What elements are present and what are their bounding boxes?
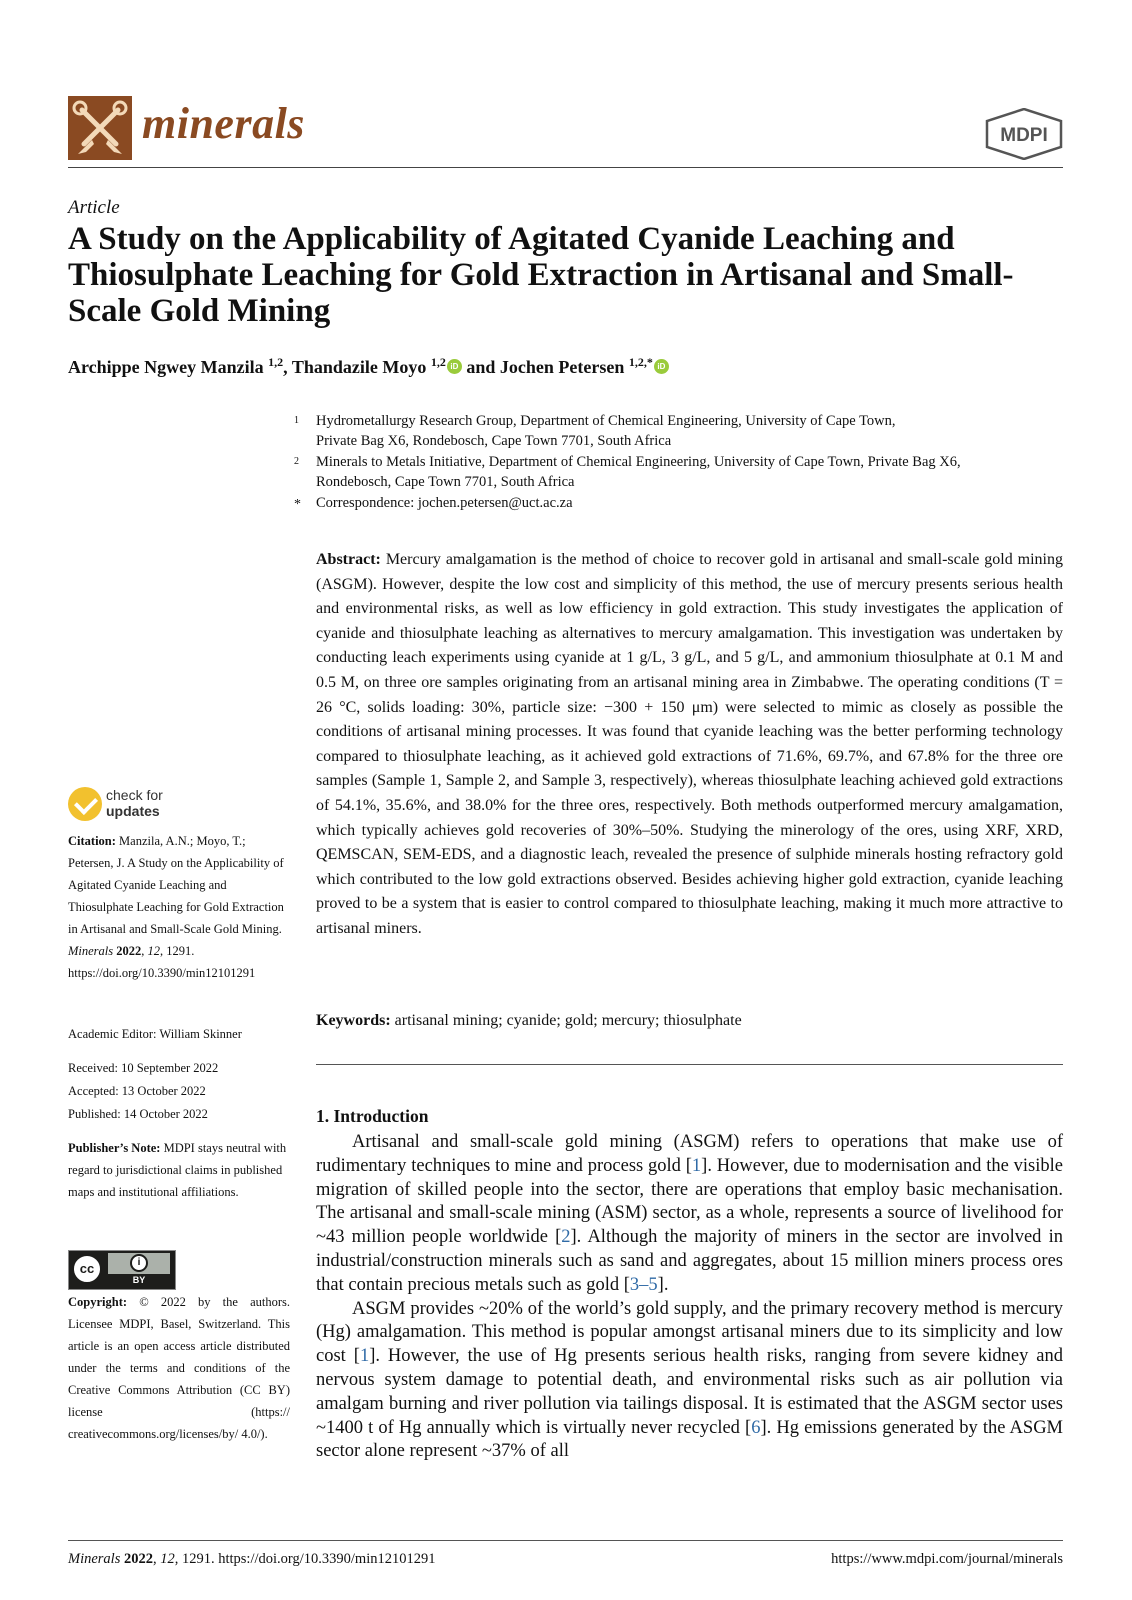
affiliation-line: Private Bag X6, Rondebosch, Cape Town 7701, South Africa bbox=[316, 433, 672, 449]
abstract bbox=[316, 548, 1063, 942]
footer-citation: Minerals 2022, 12, 1291. https://doi.org/10.3390/min12101291 bbox=[68, 1551, 436, 1567]
introduction-body bbox=[316, 1131, 1063, 1464]
author-separator: , bbox=[283, 357, 292, 377]
publisher-note-text: MDPI stays neutral with regard to jurisdictional claims in published maps and institutional affiliations. bbox=[68, 1141, 287, 1199]
keywords-text: artisanal mining; cyanide; gold; mercury; thiosulphate bbox=[394, 1012, 742, 1029]
crossed-shovels-icon bbox=[68, 96, 132, 160]
paragraph bbox=[316, 1131, 1063, 1298]
author-affiliation-sup: 1,2 bbox=[268, 355, 284, 369]
cc-icon: cc bbox=[72, 1254, 102, 1284]
header-rule bbox=[68, 167, 1063, 168]
cc-by-label: BY bbox=[108, 1274, 170, 1286]
affiliation bbox=[294, 452, 961, 492]
paragraph bbox=[316, 1298, 1063, 1465]
journal-name: minerals bbox=[142, 99, 305, 148]
affiliation-line: Minerals to Metals Initiative, Department of Chemical Engineering, University of Cape Town, Private Bag X6, bbox=[316, 454, 961, 470]
footer-journal: Minerals bbox=[68, 1551, 121, 1567]
text-run: ]. However, due to modernisation and the visible migration of skilled people into the sector, there are operations that employ basic mechanisation. The artisanal and small-scale mining (ASM) sector, as a whole, represents a source of livelihood for ~43 million people worldwide [ bbox=[316, 1155, 1063, 1248]
citation-link[interactable]: 1 bbox=[691, 1155, 702, 1176]
mdpi-logo-text: MDPI bbox=[1000, 125, 1048, 146]
citation-year: 2022 bbox=[116, 944, 142, 958]
author-name: Archippe Ngwey Manzila bbox=[68, 357, 264, 377]
publisher-note bbox=[68, 1137, 290, 1203]
article-title: A Study on the Applicability of Agitated Cyanide Leaching and Thiosulphate Leaching for Gold Extraction in Artisanal and Small-Scale Gold Mining bbox=[68, 221, 1014, 329]
affiliation-line: Hydrometallurgy Research Group, Department of Chemical Engineering, University of Cape Town, bbox=[316, 413, 896, 429]
abstract-text: Mercury amalgamation is the method of choice to recover gold in artisanal and small-scale gold mining (ASGM). However, despite the low cost and simplicity of this method, the use of mercury presents serious health and environmental risks, as well as low efficiency in gold extraction. This study investigates the application of cyanide and thiosulphate leaching as alternatives to mercury amalgamation. This investigation was undertaken by conducting leach experiments using cyanide at 1 g/L, 3 g/L, and 5 g/L, and ammonium thiosulphate at 0.1 M and 0.5 M, on three ore samples originating from an artisanal mining area in Zimbabwe. The operating conditions (T = 26 °C, solids loading: 30%, particle size: −300 + 150 μm) were selected to mimic as closely as possible the conditions of artisanal mining processes. It was found that cyanide leaching was the better performing technology compared to thiosulphate leaching, as it achieved gold extractions of 71.6%, 69.7%, and 67.8% for the three ore samples (Sample 1, Sample 2, and Sample 3, respectively), whereas thiosulphate leaching achieved gold extractions of 54.1%, 35.6%, and 38.0% for the three ores, respectively. Both methods outperformed mercury amalgamation, which typically achieves gold recoveries of 30%–50%. Studying the minerology of the ores, using XRF, XRD, QEMSCAN, SEM-EDS, and a diagnostic leach, revealed the presence of sulphide minerals hosting refractory gold which contributed to the low gold extractions observed. Besides achieving higher gold extraction, cyanide leaching proved to be a system that is easier to control compared to thiosulphate leaching, making it much more attractive to artisanal miners. bbox=[316, 551, 1064, 937]
keywords bbox=[316, 1012, 742, 1030]
correspondence-text: Correspondence: jochen.petersen@uct.ac.za bbox=[316, 495, 573, 511]
copyright-label: Copyright: bbox=[68, 1295, 128, 1309]
author-separator: and bbox=[461, 357, 500, 377]
citation-link[interactable]: 2 bbox=[561, 1227, 571, 1248]
footer-doi[interactable]: , 1291. https://doi.org/10.3390/min12101291 bbox=[174, 1551, 436, 1567]
affiliation-line: Rondebosch, Cape Town 7701, South Africa bbox=[316, 474, 575, 490]
article-type: Article bbox=[68, 197, 120, 218]
correspondence-mark: * bbox=[294, 497, 301, 512]
publisher-note-label: Publisher’s Note: bbox=[68, 1141, 161, 1155]
published-date: Published: 14 October 2022 bbox=[68, 1107, 208, 1121]
affiliation-number: 1 bbox=[294, 415, 299, 426]
text-run: ]. Hg emissions generated by the ASGM sector alone represent ~37% of all bbox=[316, 1417, 1064, 1462]
copyright-block bbox=[68, 1291, 290, 1445]
section-heading: 1. Introduction bbox=[316, 1106, 429, 1126]
text-run: ]. bbox=[657, 1274, 669, 1295]
citation-link[interactable]: 3–5 bbox=[629, 1274, 658, 1295]
footer-volume: 12 bbox=[160, 1551, 175, 1567]
mdpi-logo bbox=[985, 108, 1063, 160]
author-affiliation-sup: 1,2,* bbox=[628, 355, 653, 369]
footer-year: 2022 bbox=[123, 1551, 153, 1567]
citation-block: Citation: Manzila, A.N.; Moyo, T.; Petersen, J. A Study on the Applicability of Agitated Cyanide Leaching and Thiosulphate Leaching for Gold Extraction in Artisanal and Small-Scale Gold Mining. Minerals 2022, 12, 1291. https://doi.org/10.3390/min12101291 bbox=[68, 834, 284, 980]
section-rule bbox=[316, 1064, 1063, 1065]
footer-rule bbox=[68, 1540, 1063, 1541]
footer-journal-url[interactable]: https://www.mdpi.com/journal/minerals bbox=[831, 1551, 1063, 1567]
citation-label: Citation: bbox=[68, 834, 116, 848]
correspondence bbox=[294, 493, 573, 513]
affiliation bbox=[294, 411, 896, 451]
author-name: Jochen Petersen bbox=[499, 357, 625, 377]
citation-journal: Minerals bbox=[68, 944, 114, 958]
author-name: Thandazile Moyo bbox=[291, 357, 427, 377]
copyright-text: © 2022 by the authors. Licensee MDPI, Basel, Switzerland. This article is an open access article distributed under the terms and conditions of the Creative Commons Attribution (CC BY) license (https:// creativecommons.org/licenses/by/ 4.0/). bbox=[68, 1295, 290, 1441]
citation-doi[interactable]: , 1291. https://doi.org/10.3390/min12101291 bbox=[68, 944, 256, 980]
citation-text: Manzila, A.N.; Moyo, T.; Petersen, J. A Study on the Applicability of Agitated Cyanide Leaching and Thiosulphate Leaching for Gold Extraction in Artisanal and Small-Scale Gold Mining. bbox=[68, 834, 284, 936]
text-run: ]. However, the use of Hg presents serious health risks, ranging from severe kidney and nervous system damage to potential death, and environmental risks such as air pollution via amalgam burning and river pollution via tailings disposal. It is estimated that the ASGM sector uses ~1400 t of Hg annually which is virtually never recycled [ bbox=[316, 1346, 1064, 1438]
attribution-person-icon: i bbox=[130, 1254, 148, 1272]
received-date: Received: 10 September 2022 bbox=[68, 1061, 219, 1075]
citation-volume: 12 bbox=[147, 944, 161, 958]
journal-logo bbox=[68, 96, 132, 160]
keywords-label: Keywords: bbox=[316, 1012, 391, 1029]
academic-editor: Academic Editor: William Skinner bbox=[68, 1027, 242, 1041]
author-affiliation-sup: 1,2 bbox=[430, 355, 446, 369]
check-updates-label[interactable]: check for bbox=[106, 787, 163, 803]
orcid-icon[interactable]: iD bbox=[654, 359, 669, 374]
affiliation-number: 2 bbox=[294, 456, 299, 467]
citation-link[interactable]: 1 bbox=[359, 1346, 370, 1367]
text-run: ASGM provides ~20% of the world’s gold supply, and the primary recovery method is mercury (Hg) amalgamation. This method is popular amongst artisanal miners due to its simplicity and low cost [ bbox=[316, 1298, 1063, 1367]
orcid-icon[interactable]: iD bbox=[447, 359, 462, 374]
text-run: ]. Although the majority of miners in the sector are involved in industrial/construction minerals such as sand and aggregates, about 15 million miners process ores that contain precious metals such as gold [ bbox=[316, 1227, 1063, 1295]
accepted-date: Accepted: 13 October 2022 bbox=[68, 1084, 206, 1098]
check-updates-label-bold[interactable]: updates bbox=[106, 803, 160, 819]
text-run: Artisanal and small-scale gold mining (ASGM) refers to operations that make use of rudimentary techniques to mine and process gold [ bbox=[316, 1132, 1063, 1176]
citation-link[interactable]: 6 bbox=[751, 1417, 761, 1438]
author-list bbox=[68, 355, 669, 378]
abstract-label: Abstract: bbox=[316, 551, 381, 568]
